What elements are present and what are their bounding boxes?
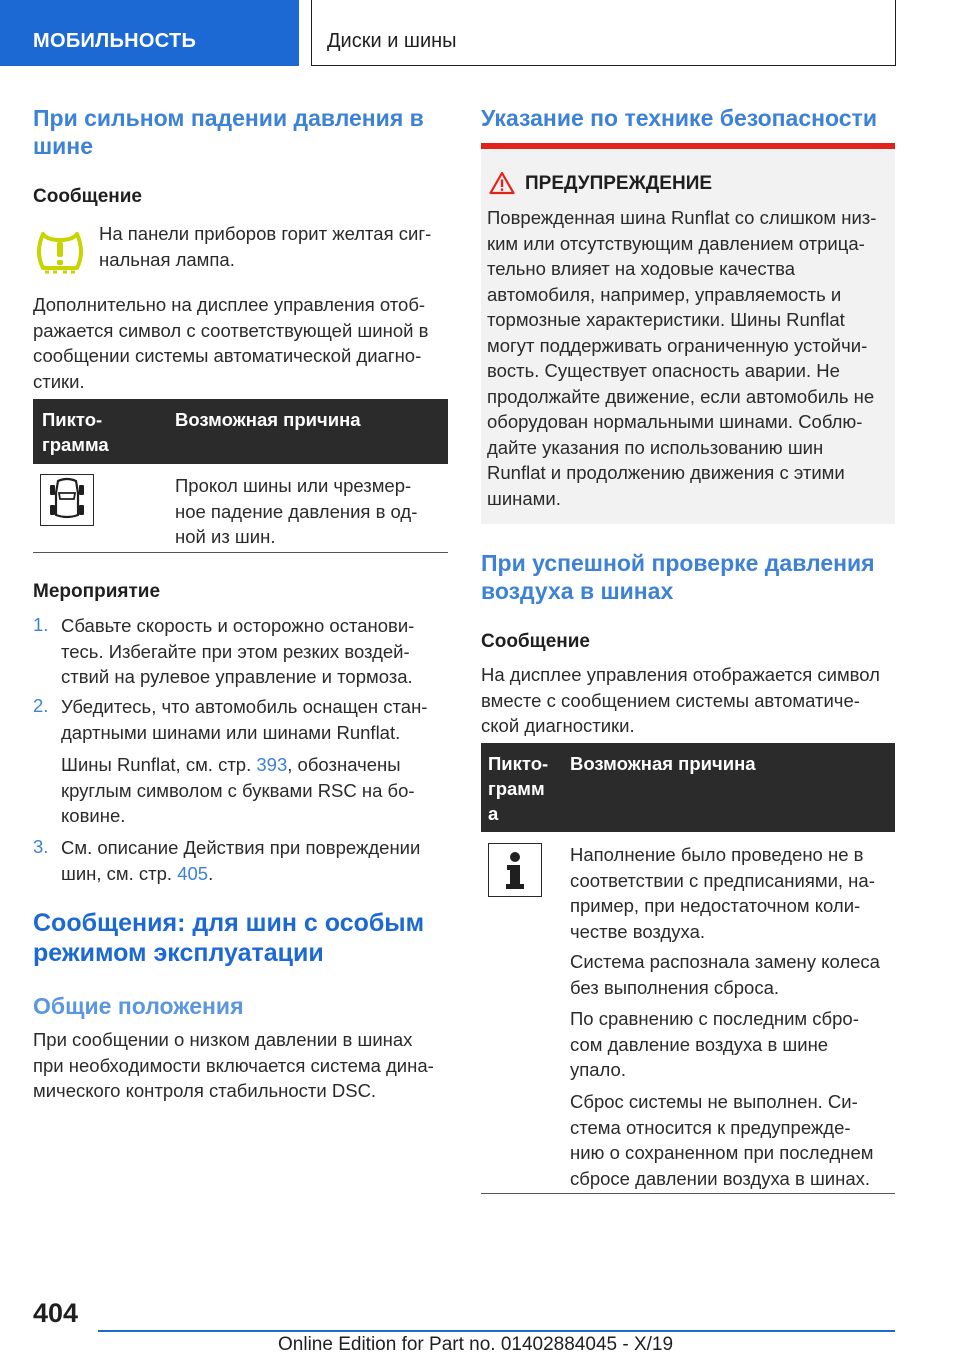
tire-pressure-car-icon [40,474,94,526]
measures-label: Мероприятие [33,581,161,602]
column-header-pictogram: Пикто- грамма [42,409,109,455]
message-text: На панели приборов горит желтая сиг- нальная лампа. [99,223,432,270]
footer-edition: Online Edition for Part no. 01402884045 - X/19 [278,1334,674,1355]
heading-special-tires: Сообщения: для шин с особым режимом эксплуатации [33,909,425,967]
column-header-cause: Возможная причина [175,409,361,430]
step-number: 1. [33,614,49,635]
step-number: 3. [33,836,49,857]
warning-box [481,143,895,524]
table-divider [481,1193,895,1194]
table-header [33,399,448,464]
page-header [0,0,960,66]
heading-successful-check: При успешной проверке давления воздуха в шинах [481,550,875,604]
section-title: МОБИЛЬНОСТЬ [0,0,299,66]
step-1-text: Сбавьте скорость и осторожно останови- тесь. Избегайте при этом резких воздей- ствий на рулевое управление и тормоза. [61,615,415,687]
step-3-text: См. описание Действия при повреждении шин, см. стр. 405. [61,837,421,884]
paragraph-dsc: При сообщении о низком давлении в шинах при необходимости включается система дина- мического контроля стабильности DSC. [33,1029,434,1101]
warning-title: ПРЕДУПРЕЖДЕНИЕ [525,173,713,194]
column-header-pictogram: Пикто- грамм а [488,753,549,824]
message-label: Сообщение [33,186,142,207]
page-number: 404 [33,1298,79,1328]
footer-divider [98,1330,895,1332]
column-header-cause: Возможная причина [570,753,756,774]
heading-safety-note: Указание по технике безопасности [481,105,877,131]
warning-triangle-icon [489,171,515,195]
step-2-runflat-note: Шины Runflat, см. стр. 393, обозначены круглым символом с буквами RSC на бо- ковине. [61,754,415,826]
info-icon [488,843,542,897]
step-number: 2. [33,695,49,716]
table-row-block-1: Наполнение было проведено не в соответствии с предписаниями, на- пример, при недостаточном коли- честве воздуха. [570,844,875,942]
paragraph-display-symbol-right: На дисплее управления отображается символ вместе с сообщением системы автоматиче- ской диагностики. [481,664,880,736]
page-link-393[interactable]: 393 [256,754,288,775]
table-row-block-3: По сравнению с последним сбро- сом давление воздуха в шине упало. [570,1008,859,1080]
heading-general: Общие положения [33,993,244,1019]
table-row-cause: Прокол шины или чрезмер- ное падение давления в од- ной из шин. [175,475,418,547]
tpms-warning-icon [33,228,87,276]
paragraph-display-symbol: Дополнительно на дисплее управления отоб- ражается символ с соответствующей шиной в сообщении системы автоматической диагно- стики. [33,294,429,392]
table-header [481,743,895,832]
page-link-405[interactable]: 405 [177,862,209,884]
heading-strong-pressure-loss: При сильном падении давления в шине [33,105,424,159]
table-row-block-4: Сброс системы не выполнен. Си- стема относится к предупрежде- нию о сохраненном при последнем сбросе давлении воздуха в шинах. [570,1091,874,1189]
chapter-title: Диски и шины [311,0,896,66]
table-row-block-2: Система распознала замену колеса без выполнения сброса. [570,951,880,998]
warning-text: Поврежденная шина Runflat со слишком низ- ким или отсутствующим давлением отрица- тельно влияет на ходовые качества автомобиля, например, управляемость и тормозные характеристики. Шины Runflat могут поддерживать ограниченную устойчи- вость. Существует опасность аварии. Не продолжайте движение, если автомобиль не оборудован нормальными шинами. Соблю- дайте указания по использованию шин Runflat и продолжению движения с этими шинами. [487,207,877,509]
table-divider [33,552,448,553]
step-2-text: Убедитесь, что автомобиль оснащен стан- дартными шинами или шинами Runflat. [61,696,428,743]
message-label: Сообщение [481,631,590,652]
